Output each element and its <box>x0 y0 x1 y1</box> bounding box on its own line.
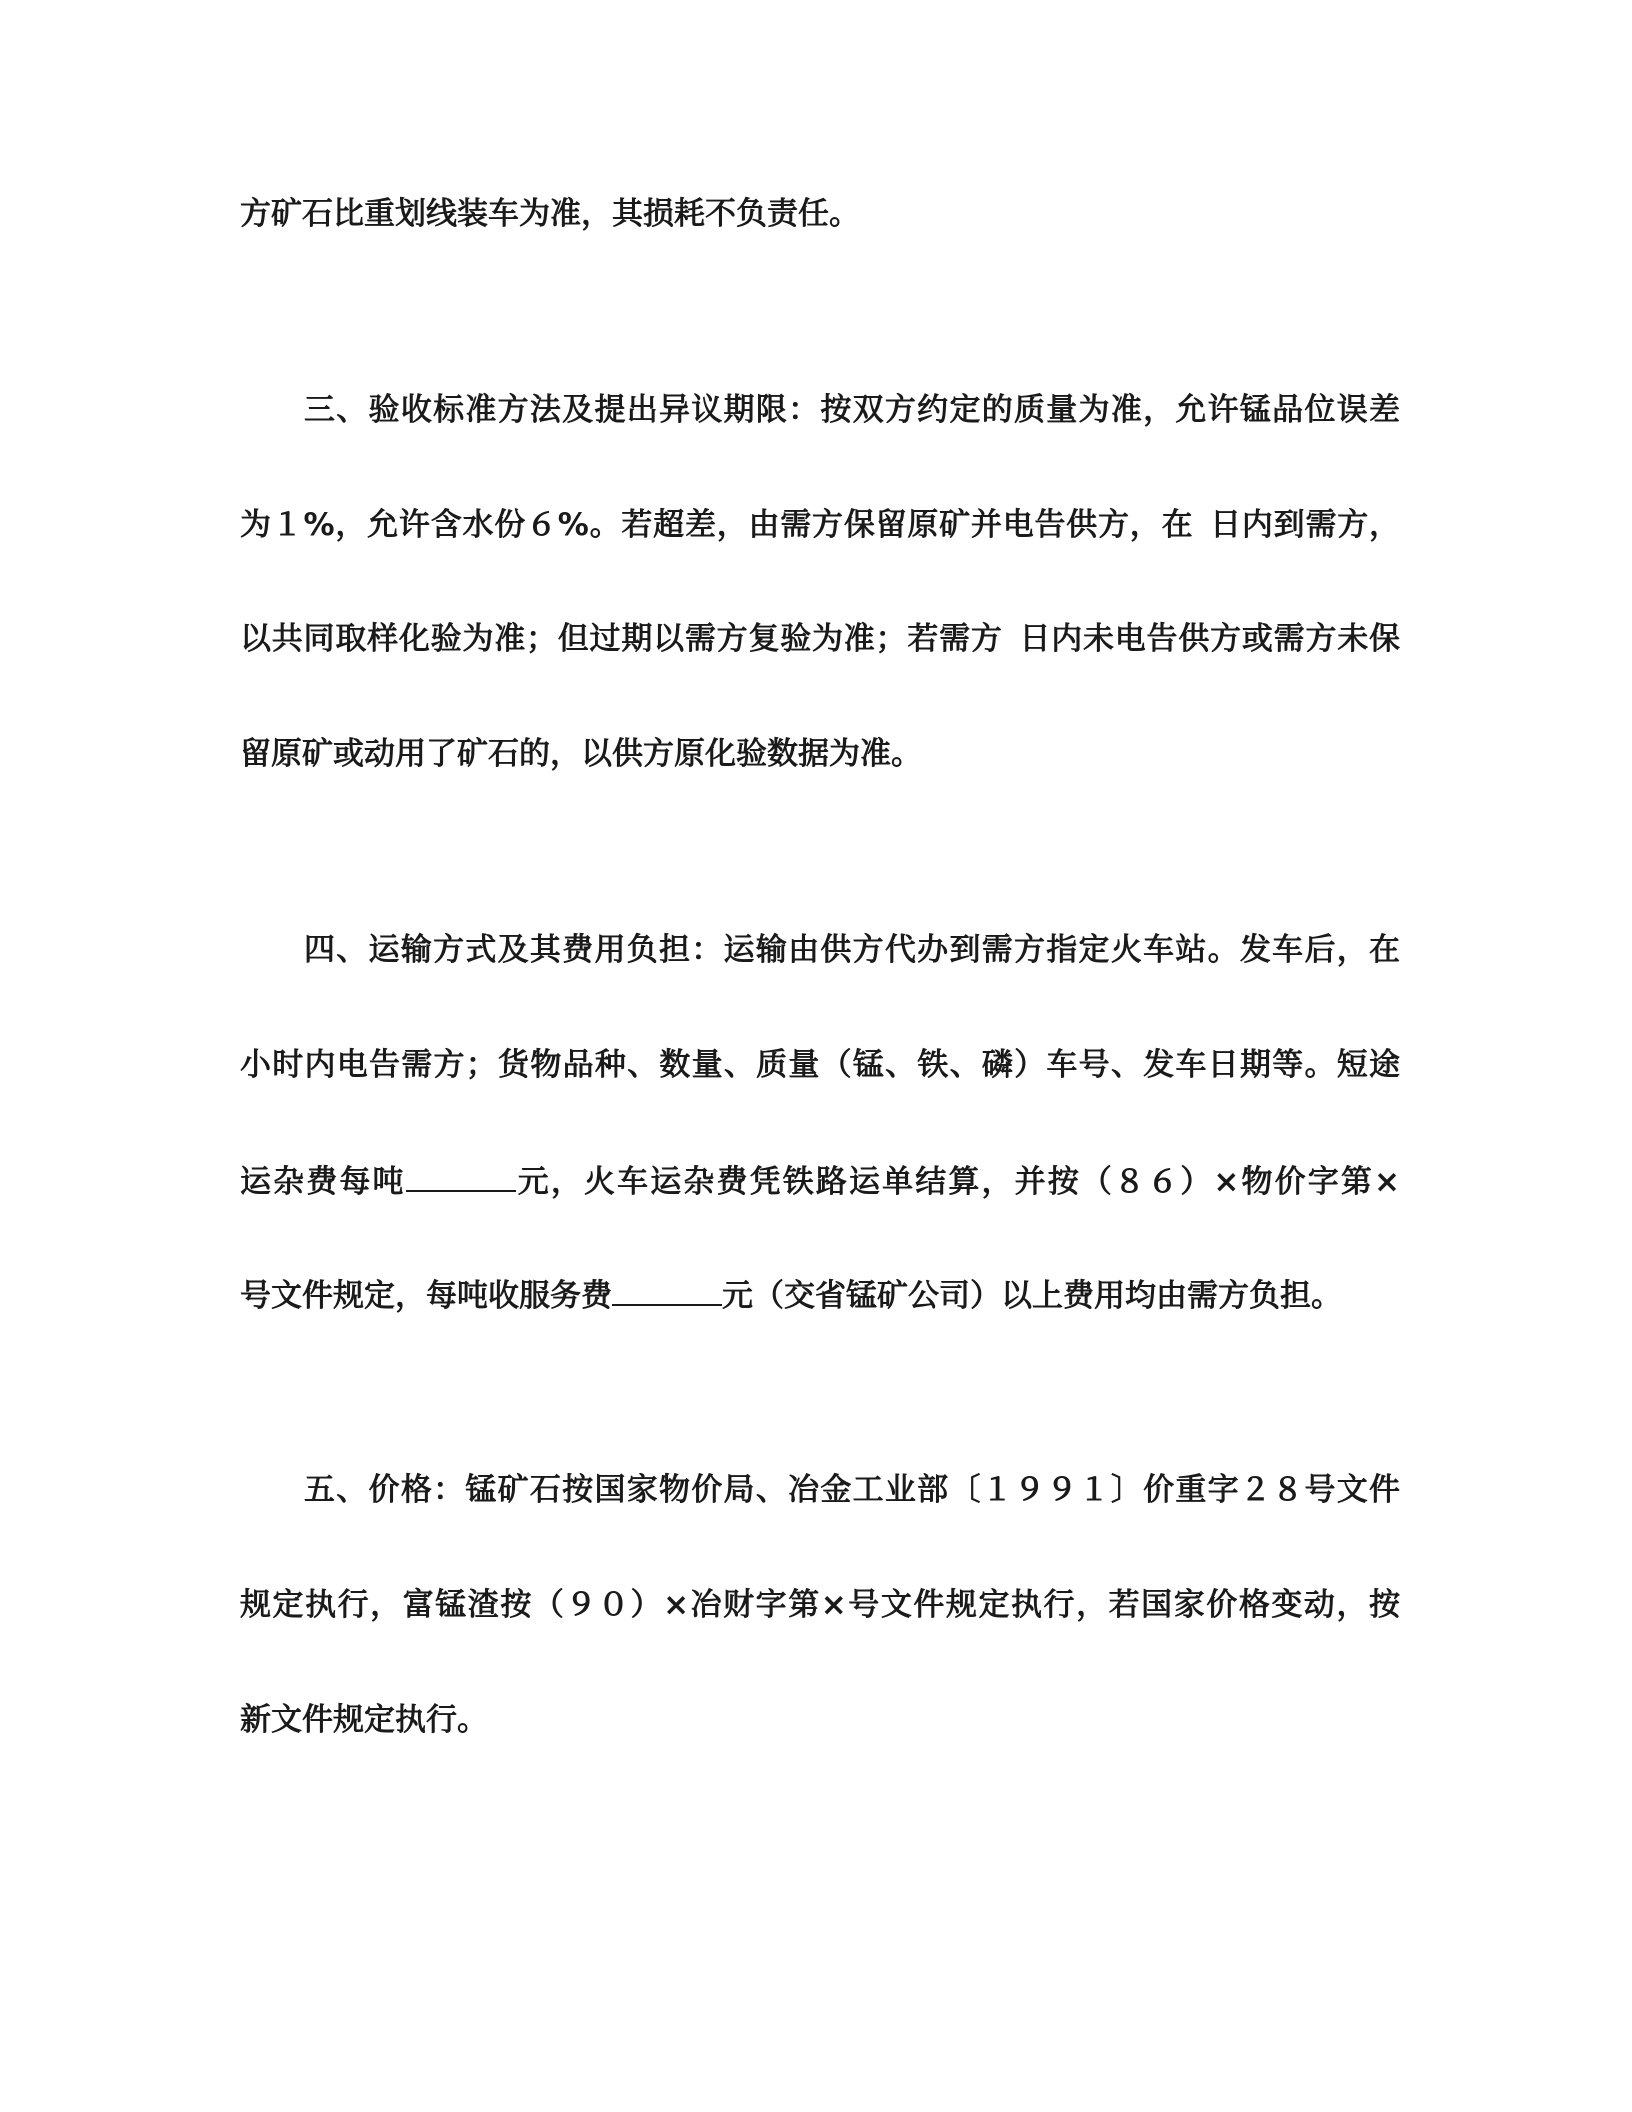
section4-line3 <box>240 1160 1400 1200</box>
section5-text: 五、价格：锰矿石按国家物价局、冶金工业部〔１９９１〕价重字２８号文件 <box>304 1472 1400 1508</box>
section3-line4 <box>240 734 1400 774</box>
section4-line4 <box>240 1274 1400 1314</box>
section3-text: 日内未电告供方或需方未保 <box>1018 621 1401 657</box>
fill-in-blank <box>612 1274 722 1306</box>
section5-text: 规定执行，富锰渣按（９０）×冶财字第×号文件规定执行，若国家价格变动，按 <box>240 1587 1400 1623</box>
section4-text: 元，火车运杂费凭铁路运单结算，并按（８６）×物价字第× <box>515 1164 1401 1200</box>
continuation-paragraph <box>240 194 1400 234</box>
section3-text: 以共同取样化验为准；但过期以需方复验为准；若需方 <box>240 621 1003 657</box>
section3-text: 为１%，允许含水份６%。若超差，由需方保留原矿并电告供方，在 <box>240 507 1194 543</box>
section5-line3 <box>240 1700 1400 1740</box>
section3-text: 三、验收标准方法及提出异议期限：按双方约定的质量为准，允许锰品位误差 <box>304 392 1400 428</box>
section3-line1 <box>304 390 1400 430</box>
section4-text: 运杂费每吨 <box>240 1164 406 1200</box>
section4-text: 四、运输方式及其费用负担：运输由供方代办到需方指定火车站。发车后，在 <box>304 932 1400 968</box>
section3-line2 <box>240 505 1400 545</box>
section4-text: 小时内电告需方；货物品种、数量、质量（锰、铁、磷）车号、发车日期等。短途 <box>240 1047 1400 1083</box>
section3-text: 日内到需方， <box>1209 507 1401 543</box>
section3-line3 <box>240 619 1400 659</box>
section4-text: 元（交省锰矿公司）以上费用均由需方负担。 <box>722 1278 1342 1314</box>
section5-line1 <box>304 1470 1400 1510</box>
continuation-text: 方矿石比重划线装车为准，其损耗不负责任。 <box>240 196 860 232</box>
section5-line2 <box>240 1585 1400 1625</box>
section4-line2 <box>240 1045 1400 1085</box>
fill-in-blank <box>406 1160 516 1192</box>
section4-text: 号文件规定，每吨收服务费 <box>240 1278 612 1314</box>
section3-text: 留原矿或动用了矿石的，以供方原化验数据为准。 <box>240 736 922 772</box>
section4-line1 <box>304 930 1400 970</box>
section5-text: 新文件规定执行。 <box>240 1702 488 1738</box>
